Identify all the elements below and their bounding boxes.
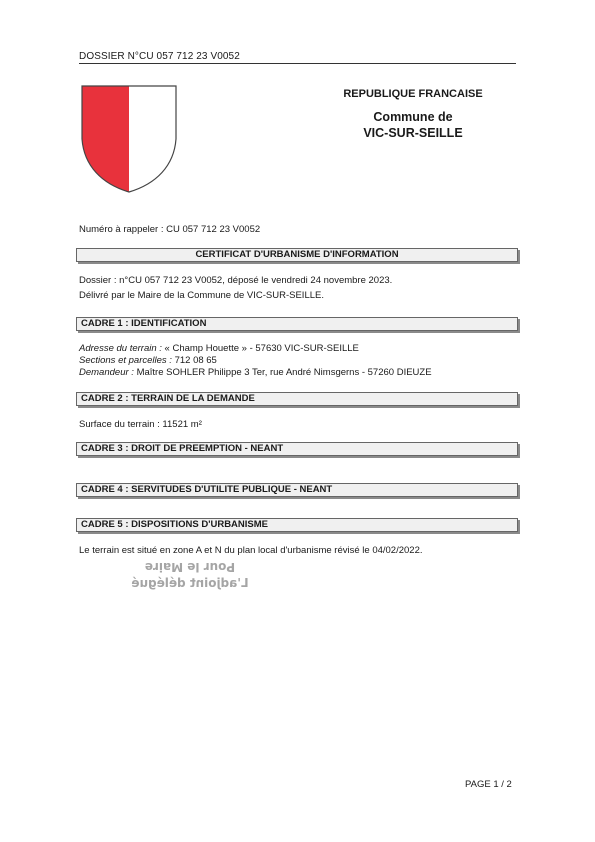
- shield-left-field: [82, 86, 129, 192]
- cadre2-title-bar: CADRE 2 : TERRAIN DE LA DEMANDE: [76, 392, 518, 406]
- surface-line: Surface du terrain : 11521 m²: [79, 419, 202, 430]
- stamp-line-deputy: L'adjoint délégué: [131, 576, 249, 590]
- sections-value: 712 08 65: [174, 355, 217, 366]
- adresse-value: « Champ Houette » - 57630 VIC-SUR-SEILLE: [164, 343, 359, 354]
- coat-of-arms-shield-icon: [80, 84, 178, 194]
- sections-line: [79, 355, 217, 366]
- certificate-issuer-line: Délivré par le Maire de la Commune de VIC-SUR-SEILLE.: [79, 290, 324, 301]
- adresse-label: Adresse du terrain :: [79, 343, 162, 354]
- zoning-text: Le terrain est situé en zone A et N du plan local d'urbanisme révisé le 04/02/2022.: [79, 545, 423, 556]
- cadre5-title-bar: CADRE 5 : DISPOSITIONS D'URBANISME: [76, 518, 518, 532]
- cadre1-title-bar: CADRE 1 : IDENTIFICATION: [76, 317, 518, 331]
- demandeur-value: Maître SOHLER Philippe 3 Ter, rue André Nimsgerns - 57260 DIEUZE: [136, 367, 432, 378]
- commune-name: VIC-SUR-SEILLE: [363, 126, 463, 140]
- sections-label: Sections et parcelles :: [79, 355, 172, 366]
- cadre3-title-bar: CADRE 3 : DROIT DE PREEMPTION - NEANT: [76, 442, 518, 456]
- header-rule: [79, 63, 516, 64]
- shield-right-field: [129, 86, 176, 192]
- demandeur-label: Demandeur :: [79, 367, 134, 378]
- page-number: PAGE 1 / 2: [465, 779, 512, 790]
- adresse-line: [79, 343, 359, 354]
- certificate-title-bar: CERTIFICAT D'URBANISME D'INFORMATION: [76, 248, 518, 262]
- cadre4-title-bar: CADRE 4 : SERVITUDES D'UTILITE PUBLIQUE - NEANT: [76, 483, 518, 497]
- republic-title: REPUBLIQUE FRANCAISE: [343, 88, 483, 100]
- commune-label: Commune de: [373, 110, 453, 124]
- certificate-dossier-line: Dossier : n°CU 057 712 23 V0052, déposé le vendredi 24 novembre 2023.: [79, 275, 393, 286]
- reference-number: Numéro à rappeler : CU 057 712 23 V0052: [79, 224, 261, 235]
- dossier-reference-header: DOSSIER N°CU 057 712 23 V0052: [79, 51, 240, 62]
- stamp-line-mayor: Pour le Maire: [144, 560, 236, 574]
- demandeur-line: [79, 367, 432, 378]
